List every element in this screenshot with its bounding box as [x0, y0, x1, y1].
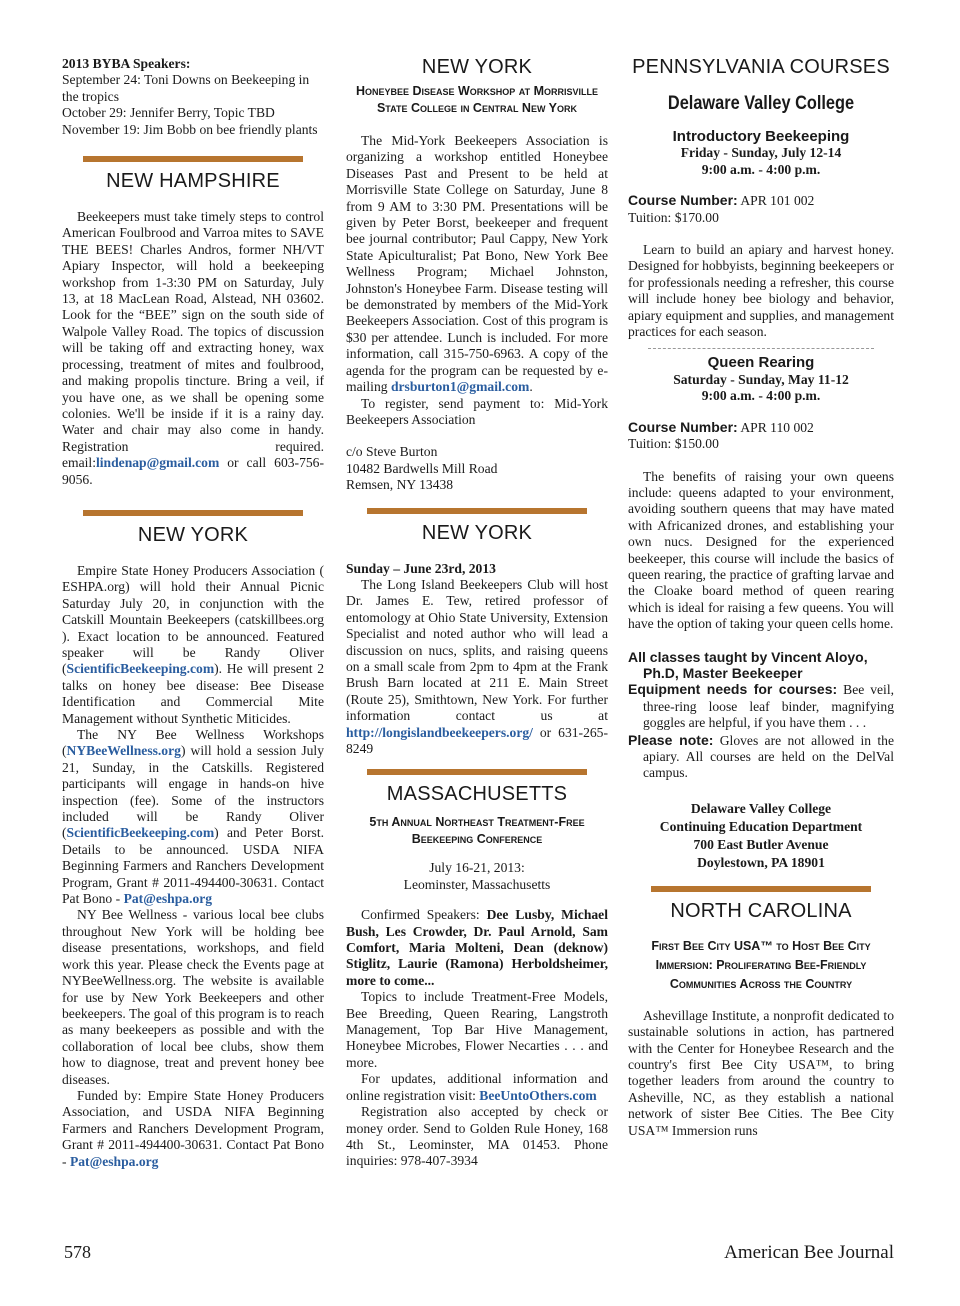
section-subheading: 5th Annual Northeast Treatment-Free Beekeeping Conference: [369, 815, 585, 847]
course-tuition: Tuition: $150.00: [628, 436, 719, 452]
email-link[interactable]: drsburton1@gmail.com: [390, 379, 530, 395]
web-link[interactable]: NYBeeWellness.org: [66, 743, 181, 759]
section-heading-massachusetts: MASSACHUSETTS: [386, 783, 568, 806]
conference-updates: For updates, additional information and online registration visit: BeeUntoOthers.com: [346, 1071, 608, 1103]
workshop-register: To register, send payment to: Mid-York Beekeepers Association: [346, 395, 608, 427]
conference-topics: Topics to include Treatment-Free Models, Bee Breeding, Queen Rearing, Langstroth Management, Top Bar Hive Management, Honeybee Microbes, Flower Necarties . . . and more.: [346, 989, 608, 1070]
dashed-divider: [648, 348, 874, 349]
conference-registration: Registration also accepted by check or money order. Send to Golden Rule Honey, 168 4th St., Leominster, MA 01453. Phone inquiries: 978-407-3934: [346, 1104, 608, 1169]
email-link[interactable]: Pat@eshpa.org: [69, 1153, 159, 1169]
course-description: The benefits of raising your own queens include: queens adapted to your environment, avoiding southern queens that may have mated with Africanized drones, and establishing your own nucs. Designed for the experienced beekeeper, this course will include the basics of queen rearing, the practice of grafting larvae and the Cloake board method of queen rearing which is ideal for raising a few queens. You will have the option of taking your queen cells home.: [628, 468, 894, 632]
address-line: 700 East Butler Avenue: [693, 836, 829, 852]
course-number: Course Number: APR 101 002: [628, 192, 815, 209]
address-line: Continuing Education Department: [659, 818, 863, 834]
course-time: 9:00 a.m. - 4:00 p.m.: [701, 161, 821, 177]
new-york-paragraph: Empire State Honey Producers Association ( ESHPA.org) will hold their Annual Picnic Saturday July 20, in conjunction with the Catskill Mountain Beekeepers (catskillbees.org ). Exact location to be announced. Featured speaker will be Randy Oliver (ScientificBeekeeping.com). He will present 2 talks on honey bee disease: Bee Disease Identification and Commercial Mite Management without Synthetic Miticides.: [62, 562, 324, 726]
new-hampshire-body: Beekeepers must take timely steps to control American Foulbrood and Varroa mites to SAVE THE BEES! Charles Andros, former NH/VT Apiary Inspector, will hold a beekeeping workshop from 1-3:30 PM on Saturday, July 13, at 18 MacLean Road, Alstead, NH 03602. Look for the “BEE” sign on the south side of Walpole Valley Road. The topics of discussion will be taking off and extracting honey, wax processing, treatment of mites and foulbrood, and making propolis tincture. Bring a veil, if you have one, as we shall be opening some colonies. We'll be inside if it is a rainy day. Water and chair may also come in handy. Registration required. email:lindenap@gmail.com or call 603-756-9056.: [62, 209, 324, 487]
address-line: Remsen, NY 13438: [346, 477, 454, 493]
email-link[interactable]: Pat@eshpa.org: [123, 891, 213, 907]
course-title: Queen Rearing: [707, 354, 815, 372]
web-link[interactable]: ScientificBeekeeping.com: [66, 661, 215, 677]
column-left: [62, 56, 324, 1170]
section-heading-new-york: NEW YORK: [137, 523, 249, 546]
email-link[interactable]: lindenap@gmail.com: [95, 455, 220, 471]
event-body: The Long Island Beekeepers Club will host Dr. James E. Tew, retired professor of entomology at Ohio State University, Extension Specialist and noted author who will lead a discussion on nucs, splits, and raising queens on a small scale from 2pm to 4pm at the Frank Brush Barn located at 211 E. Main Street (Route 25), Smithtown, New York. For further information contact us at http://longislandbeekeepers.org/ or 631-265-8249: [346, 576, 608, 756]
new-york-paragraph: The NY Bee Wellness Workshops (NYBeeWellness.org) will hold a session July 21, Sunday, in the Catskills. Registered participants will engage in hands-on hive inspection (fee). Some of the instructors included will be Randy Oliver (ScientificBeekeeping.com) and Peter Borst. Details to be announced. USDA NIFA Beginning Farmers and Ranchers Development Program, Grant # 2011-494400-30631. Contact Pat Bono - Pat@eshpa.org: [62, 727, 324, 907]
course-description: Learn to build an apiary and harvest honey. Designed for hobbyists, beginning beekeepers or for professionals needing a refresher, this course will include honey bee biology and behavior, apiary equipment and supplies, and management practices for each season.: [628, 242, 894, 340]
web-link[interactable]: http://longislandbeekeepers.org/: [346, 724, 533, 740]
workshop-body: The Mid-York Beekeepers Association is organizing a workshop entitled Honeybee Diseases Past and Present to be held at Morrisville State College on Saturday, June 8 from 9 AM to 3:30 PM. Presentations will be given by Peter Borst, beekeeper and frequent bee journal contributor; Paul Cappy, New York State Apiculturalist; Pat Bono, New York Bee Wellness Program; Michael Johnston, Johnston's Honeybee Farm. Disease testing will be demonstrated by members of the Mid-York Beekeepers Association. Cost of this program is $30 per attendee. Lunch is included. For more information, call 315-750-6963. A copy of the agenda for the program can be requested by e-mailing drsburton1@gmail.com.: [346, 133, 608, 395]
course-dates: Saturday - Sunday, May 11-12: [673, 371, 849, 387]
section-rule: [367, 769, 587, 775]
conference-location: Leominster, Massachusetts: [403, 876, 551, 892]
column-right: [628, 56, 894, 1139]
please-note: Please note: Gloves are not allowed in the apiary. All courses are held on the DelVal campus.: [628, 731, 894, 781]
section-heading-pennsylvania: PENNSYLVANIA COURSES: [632, 56, 890, 78]
course-number: Course Number: APR 110 002: [628, 418, 814, 435]
section-subheading: First Bee City USA™ to Host Bee City Immersion: Proliferating Bee-Friendly Communities Across the Country: [651, 938, 871, 991]
new-york-paragraph: Funded by: Empire State Honey Producers Association, and USDA NIFA Beginning Farmers and Ranchers Development Program, Grant # 2011-494400-30631. Contact Pat Bono - Pat@eshpa.org: [62, 1087, 324, 1169]
web-link[interactable]: BeeUntoOthers.com: [479, 1087, 597, 1103]
instructor-note: All classes taught by Vincent Aloyo, Ph.D, Master Beekeeper: [628, 648, 868, 681]
new-york-paragraph: NY Bee Wellness - various local bee clubs throughout New York will be holding bee disease presentations, workshops, and field work this year. Please check the Events page at NYBeeWellness.org. The website is available for use by New York Beekeepers and other beekeepers. The goal of this program is to reach as many beekeepers as possible and with the collaboration of local bee clubs, show them how to diagnose, treat and prevent honey bee diseases.: [62, 907, 324, 1087]
address-line: 10482 Bardwells Mill Road: [346, 460, 498, 476]
web-link[interactable]: ScientificBeekeeping.com: [66, 825, 215, 841]
event-date: Sunday – June 23rd, 2013: [346, 560, 496, 576]
equipment-note: Equipment needs for courses: Bee veil, three-ring loose leaf binder, magnifying goggles are helpful, if you have them . . .: [628, 681, 895, 731]
address-line: Doylestown, PA 18901: [697, 854, 825, 870]
section-heading-new-hampshire: NEW HAMPSHIRE: [106, 170, 280, 193]
course-title: Introductory Beekeeping: [672, 128, 850, 145]
byba-speakers-title: 2013 BYBA Speakers:: [62, 56, 191, 71]
section-heading-north-carolina: NORTH CAROLINA: [670, 899, 852, 922]
byba-speaker-line: September 24: Toni Downs on Beekeeping in the tropics: [62, 72, 310, 104]
column-middle: [346, 56, 608, 1170]
address-line: Delaware Valley College: [690, 800, 832, 816]
section-rule: [83, 156, 303, 162]
conference-dates: July 16-21, 2013:: [429, 860, 525, 876]
section-heading-new-york: NEW YORK: [421, 521, 533, 544]
section-subheading: Honeybee Disease Workshop at Morrisville State College in Central New York: [355, 84, 599, 115]
section-rule: [83, 510, 303, 516]
north-carolina-body: Ashevillage Institute, a nonprofit dedicated to sustainable solutions in action, has partnered with the Center for Honeybee Research and the country's first Bee City USA™, to bring together leaders from around the country to Asheville, NC, as they establish a national network of sister Bee Cities. The Bee City USA™ Immersion runs: [628, 1007, 894, 1138]
section-heading-new-york: NEW YORK: [421, 56, 533, 78]
conference-speakers: Confirmed Speakers: Dee Lusby, Michael Bush, Les Crowder, Dr. Paul Arnold, Sam Comfort, Maria Molteni, Dean (deknow) Stiglitz, Laurie (Ramona) Herboldsheimer, more to come...: [346, 907, 608, 988]
byba-speaker-line: November 19: Jim Bobb on bee friendly plants: [62, 121, 318, 137]
section-rule: [367, 508, 587, 514]
byba-speaker-line: October 29: Jennifer Berry, Topic TBD: [62, 105, 275, 121]
page-number: 578: [64, 1242, 91, 1262]
course-dates: Friday - Sunday, July 12-14: [680, 145, 842, 161]
section-rule: [651, 886, 871, 892]
journal-name: American Bee Journal: [724, 1242, 894, 1263]
address-line: c/o Steve Burton: [346, 444, 438, 460]
college-name: Delaware Valley College: [667, 93, 855, 114]
course-time: 9:00 a.m. - 4:00 p.m.: [701, 388, 821, 404]
course-tuition: Tuition: $170.00: [628, 209, 719, 225]
